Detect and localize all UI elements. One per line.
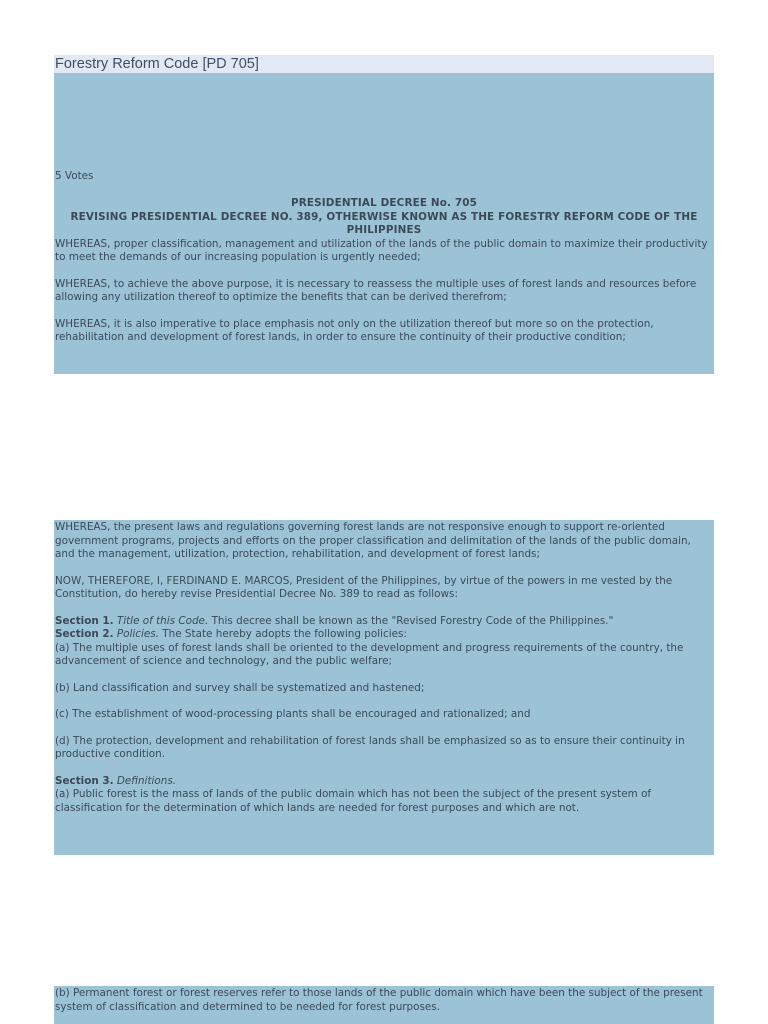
section-2 [55, 628, 713, 642]
content-block-1 [54, 73, 714, 374]
definition-item: (b) Permanent forest or forest reserves refer to those lands of the public domain which have been the subject of the present system of classification and determined to be needed for forest purposes. [55, 987, 703, 1013]
section-2-text: The State hereby adopts the following policies: [162, 628, 407, 640]
section-2-label: Section 2. [55, 628, 114, 640]
decree-title-heading: REVISING PRESIDENTIAL DECREE NO. 389, OTHERWISE KNOWN AS THE FORESTRY REFORM CODE OF THE PHILIPPINES [70, 210, 698, 236]
section-3-title: Definitions. [116, 774, 177, 787]
definition-item: (a) Public forest is the mass of lands of the public domain which has not been the subject of the present system of classification for the determination of which lands are needed for forest purposes and which are not. [55, 788, 652, 814]
content-block-2 [54, 520, 714, 855]
whereas-paragraph: WHEREAS, the present laws and regulations governing forest lands are not responsive enough to support re-oriented government programs, projects and efforts on the proper classification and delimitation of the lands of the public domain, and the management, utilization, protection, rehabilitation, and development of forest lands; [55, 521, 691, 560]
page-title: Forestry Reform Code [PD 705] [54, 55, 714, 73]
policy-item: (b) Land classification and survey shall be systematized and hastened; [55, 681, 425, 694]
section-3 [55, 775, 713, 789]
section-2-title: Policies. [116, 628, 159, 640]
section-3-label: Section 3. [55, 774, 114, 787]
whereas-paragraph: WHEREAS, to achieve the above purpose, it is necessary to reassess the multiple uses of forest lands and resources before allowing any utilization thereof to optimize the benefits that can be derived therefrom; [55, 277, 697, 303]
whereas-paragraph: WHEREAS, proper classification, management and utilization of the lands of the public domain to maximize their productivity to meet the demands of our increasing population is urgently needed; [55, 237, 708, 263]
policy-item: (c) The establishment of wood-processing plants shall be encouraged and rationalized; and [55, 708, 531, 720]
policy-item: (a) The multiple uses of forest lands shall be oriented to the development and progress requirements of the country, the advancement of science and technology, and the public welfare; [55, 641, 684, 667]
section-1-title: Title of this Code. [116, 614, 209, 627]
whereas-paragraph: WHEREAS, it is also imperative to place emphasis not only on the utilization thereof but more so on the protection, rehabilitation and development of forest lands, in order to ensure the continuity of their productive condition; [55, 317, 654, 343]
decree-number-heading: PRESIDENTIAL DECREE No. 705 [290, 197, 478, 209]
content-block-3 [54, 986, 714, 1024]
section-1 [55, 615, 713, 629]
section-1-label: Section 1. [55, 614, 114, 627]
votes-count: 5 Votes [55, 170, 94, 182]
section-1-text: This decree shall be known as the "Revised Forestry Code of the Philippines." [211, 614, 614, 627]
now-therefore-paragraph: NOW, THEREFORE, I, FERDINAND E. MARCOS, President of the Philippines, by virtue of the powers in me vested by the Constitution, do hereby revise Presidential Decree No. 389 to read as follows: [55, 574, 673, 600]
policy-item: (d) The protection, development and rehabilitation of forest lands shall be emphasized so as to ensure their continuity in productive condition. [55, 734, 685, 760]
